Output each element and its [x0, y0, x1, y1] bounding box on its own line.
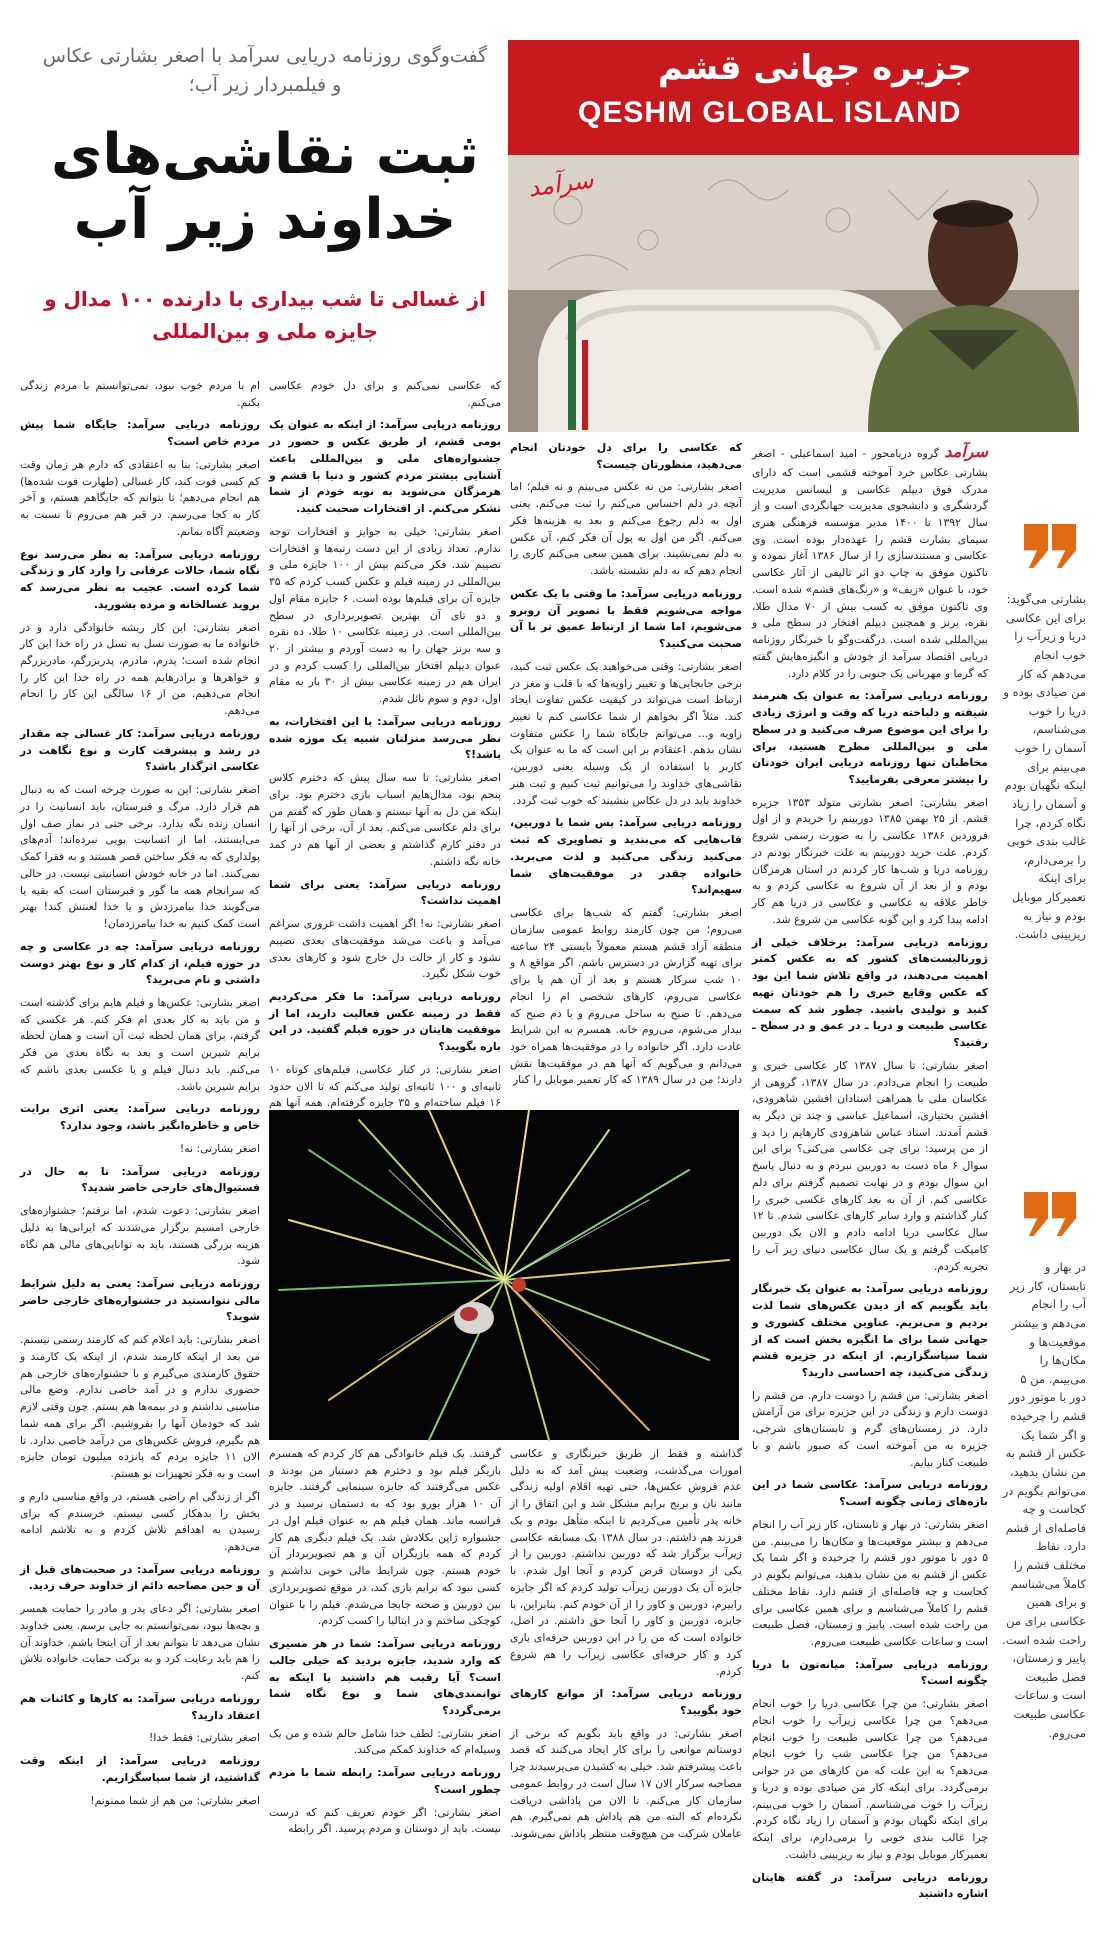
article-headline: ثبت نقاشی‌های خداوند زیر آب [51, 121, 479, 252]
question: روزنامه دریایی سرآمد: تا به حال در فستیوال‌های خارجی حاضر شدید؟ [20, 1164, 260, 1195]
question: روزنامه دریایی سرآمد: به عنوان یک خبرنگار باید بگوییم که از دیدن عکس‌های شما لذت بردیم و می‌بریم. عناوین مختلف کشوری و جهانی شما برای ما انگیزه بخش است که از شما سپاسگزاریم. از اینکه در جزیره قشم زندگی می‌کنید، چه احساسی دارید؟ [752, 1282, 988, 1379]
quote-mark-icon [1018, 1188, 1084, 1244]
answer: اصغر بشارتی: این به صورت چرخه است که به دنبال هم قرار دارد. مرگ و قبرستان، باید انسانیت را در انسان زنده نگه بدارد. برخی حتی در نماز صف اول می‌ایستند، اما از انسانیت بویی نبرده‌اند؛ آدم‌های پولداری که به فکر ساختن قصر هستند و به فقرا کمک نمی‌کنند. اما در خانه خودش انسانیتی نیست. در حالی که سرانجام همه ما گور و قبرستان است که بقیه یا می‌گویند خدا بیامرزدش و یا خدا لعنتش کند! بهتر است کمک کنیم به خدا بیامرزدمان! [20, 783, 260, 931]
answer: اصغر بشارتی: من نه عکس می‌بینم و نه فیلم؛ اما آنچه در دلم احساس می‌کنم را ثبت می‌کنم. یعنی اول به دلم رجوع می‌کنم و بعد به هزینه‌ها فکر می‌کنم. اگر من اول به پول آن فکر کنم، آن عکس به دلم نمی‌نشیند. برای همین سعی می‌کنم کاری را انجام دهم که به دلم نشسته باشد. [510, 480, 742, 578]
question: روزنامه دریایی سرآمد: با این افتخارات، به نظر می‌رسد منزلتان شبیه یک موزه شده باشد!؟ [269, 714, 501, 762]
answer: اصغر بشارتی: اگر خودم تعریف کنم که درست نیست. باید از دوستان و مردم پرسید. اگر رابطه [269, 1805, 501, 1836]
question: که عکاسی را برای دل خودتان انجام می‌دهید، منظورتان چیست؟ [510, 441, 742, 471]
underwater-photo [269, 1110, 739, 1440]
question: روزنامه دریایی سرآمد: چه در عکاسی و چه در حوزه فیلم، از کدام کار و نوع بهتر دوست داشتی و نام می‌برید؟ [20, 939, 260, 987]
question: روزنامه دریایی سرآمد: به نظر می‌رسد نوع نگاه شما، حالات عرفانی را وارد کار و زندگی شما کرده است. عجیب به نظر می‌رسد که بروید غسالخانه و مرده بشورید. [20, 547, 260, 611]
answer: اصغر بشارتی: لطف خدا شامل حالم شده و من یک وسیله‌ام که خداوند کمکم می‌کند. [269, 1726, 501, 1757]
question: روزنامه دریایی سرآمد: یعنی به دلیل شرایط مالی نتوانستید در جشنواره‌های خارجی حاضر شوید؟ [20, 1276, 260, 1324]
hero-logo: سرآمد [526, 165, 596, 203]
text-column-3 [269, 378, 502, 1110]
answer: اصغر بشارتی: باید اعلام کنم که کارمند رسمی نیستم. من بعد از اینکه کارمند شدم، از اینکه یک کارمند و حقوق کارمندی می‌گیرم و با جشنواره‌های خارجی هم حضوری ندارم و در آمد خاصی ندارم. وضع مالی مناسبی نداشتم و در بیمه‌ها هم بستم. چون وقتی لازم شد که خودمان آنها را بفروشیم. اگر برای همه شما هم بگیرم، فروش عکس‌های من درآمد خاصی ندارد. تا الان ۱۱ جایزه بردم که پانزده میلیون تومان جایزه است و به فکر تجهیزات نو هستم. [20, 1333, 260, 1481]
quote-mark-icon [1018, 520, 1084, 576]
text-column-3b [269, 1446, 501, 1936]
answer: اصغر بشارتی: تا سال ۱۳۸۷ کار عکاسی خبری و طبیعت را انجام می‌دادم. در سال ۱۳۸۷، گروهی از عکاسان ملی با همراهی استادان افشین شاهرودی، افشین بختیاری، اسماعیل عباسی و چند تن دیگر به قشم آمدند. استاد عباس شاهرودی کارهایم را دید و از من پرسید: برای چی عکاسی می‌کنی؟ برای این سوال ۶ ماه دست به دوربین نبردم و به دنبال پاسخ این سوال بودم و در نهایت تصمیم گرفتم برای دلم عکاسی کنم. از آن به بعد کارهای عکسی خبری را کنار گذاشتم و وارد سایر کارهای عکاسی شدم. تا ۱۲ سال عکاسی دریا ادامه دادم و الان یک دوربین کامپکت گرفتم و یک سال عکاسی دنیای زیر آب را تجربه کردم. [752, 1058, 988, 1273]
text-column-2b [510, 1446, 742, 1936]
answer: اصغر بشارتی: من هم از شما ممنونم! [90, 1793, 260, 1807]
answer: اصغر بشارتی: اگر دعای پدر و مادر را حمایت همسر و بچه‌ها نبود، نمی‌توانستم به جایی برسم. یعنی خداوند نشان می‌دهد تا بتوانم بعد از آن اینجا باشم. خداوند آن را هم باید رعایت کرد و به برکت حمایت خانواده تلاش کنم. [20, 1602, 260, 1683]
answer: گذاشته و فقط از طریق خبرنگاری و عکاسی امورات می‌گذشت، وضعیت پیش آمد که به دلیل عدم فروش عکس‌ها، حتی تهیه اقلام اولیه زندگی مانند نان و برنج برایم مشکل شد و این اتفاق را از خانه پدر تأمین می‌کردیم تا اینکه متأهل بودم و یک فرزند هم داشتم. در سال ۱۳۸۸ یک مسابقه عکاسی زیرآب برگزار شد که دوربین نداشتم. دوربین را از یکی از دوستان قرض کردم و آنجا اول شدم. با جایزه آن یک دوربین زیرآب تولید کردم که اگر جایزه رابیرم، دوربین و کاور را از آن خودم کنم. بنابراین، با جایزه، دوربین و کاور را آنجا حق داشتم. در اصل، خانواده است که من را در این دوربین حرفه‌ای یاری کرد و کار حرفه‌ای عکاسی زیرآب را هم شروع کردم. [510, 1447, 742, 1678]
question: روزنامه دریایی سرآمد: ما فکر می‌کردیم فقط در زمینه عکس فعالیت دارید، اما از موفقیت هایتان در حوزه فیلم گفتید. در این باره بگویید؟ [269, 989, 501, 1054]
article-kicker: گفت‌وگوی روزنامه دریایی سرآمد با اصغر بشارتی عکاس و فیلمبردار زیر آب؛ [42, 45, 488, 97]
answer: اصغر بشارتی: در کنار عکاسی، فیلم‌های کوتاه ۱۰ ثانیه‌ای و ۱۰۰ ثانیه‌ای تولید می‌کنم که تا الان حدود ۱۶ فیلم ساخته‌ام و ۳۵ جایزه گرفته‌ام. همه آنها هم [269, 1062, 502, 1110]
answer: اصغر بشارتی: در واقع باید بگویم که برخی از دوستانم موانعی را برای کار ایجاد می‌کنند که قصد باعث پیشرفتم شد. خیلی به کشیدن می‌پرسیدند چرا مصاحبه سرکار الان ۱۷ سال است در روابط عمومی سازمان کار می‌کنم. تا الان من پاداشی دریافت نکرده‌ام که البته من هم پاداش هم نمی‌گیرم. هم عاملان شرکت من هیچ‌وقت منتظر پاداش نمی‌شوند. [510, 1726, 742, 1841]
answer: اصغر بشارتی: فقط خدا! [149, 1731, 260, 1745]
hero-banner-persian: جزیره جهانی قشم [658, 48, 972, 88]
answer: اصغر بشارتی: نه! [179, 1141, 260, 1155]
question: روزنامه دریایی سرآمد: در گفته هایتان اشاره داشتید [752, 1870, 988, 1901]
text-column-2 [510, 440, 742, 1100]
question: روزنامه دریایی سرآمد: عکاسی شما در این بازه‌های زمانی چگونه است؟ [752, 1478, 988, 1509]
underwater-photo-illustration [269, 1110, 739, 1440]
question: روزنامه دریایی سرآمد: به عنوان یک هنرمند شیفته و دلباخته دریا که وقت و انرژی زیادی را برای این موضوع صرف می‌کنید و در سطح ملی و بین‌المللی مطرح هستید، برای مخاطبان تنها روزنامه دریایی ایران خودتان را بیشتر معرفی بفرمایید؟ [752, 689, 988, 787]
question: روزنامه دریایی سرآمد: برخلاف خیلی از ژورنالیست‌های کشور که به عکس کمتر اهمیت می‌دهند، در واقع تلاش شما این بود که عکس وقایع خبری را هم خودتان تهیه کنید و تولیدی باشید. چطور شد که سمت عکاسی طبیعت و دریا ـ در عمق و در سطح ـ رفتید؟ [752, 935, 988, 1050]
byline-logo: سرآمد [944, 442, 988, 461]
answer: اصغر بشارتی: این کار ریشه خانوادگی دارد و در خانواده ما به صورت نسل به نسل در راه خدا این کار انجام شده است؛ پدرم، مادرم، پدربزرگم، مادربزرگم و خواهرها و برادرهایم همه در راه خدا این کار را انجام می‌دهیم. من از ۱۶ سالگی این کار را انجام می‌دهم. [20, 620, 260, 718]
question: روزنامه دریایی سرآمد: یعنی برای شما اهمیت نداشت؟ [269, 877, 501, 908]
answer: اصغر بشارتی: من قشم را دوست دارم. من قشم را دوست دارم و زندگی در این جزیره برای من آرامش دارد. در زمستان‌های گرم و تابستان‌های شرجی، جزیره به من آموخته است که صبور باشم و با طبیعت کنار بیایم. [752, 1388, 988, 1469]
text-column-1 [752, 440, 988, 1936]
hero-banner-english: QESHM GLOBAL ISLAND [578, 96, 962, 129]
paragraph: که عکاسی نمی‌کنم و برای دل خودم عکاسی می‌کنم. [269, 379, 501, 409]
sidebar-quote-2: در بهار و تابستان، کار زیر آب را انجام می‌دهم و بیشتر موقعیت‌ها و مکان‌ها را می‌بینم. من ۵ دور با موتور دور قشم را چرخیده و اگر شما یک عکس از قشم به من نشان بدهید، می‌توانم بگویم در کجاست و چه فاصله‌ای از قشم دارد. نقاط مختلف قشم را کاملاً می‌شناسم و برای همین عکاسی برای من راحت شده است. پاییز و زمستان، فصل طبیعت است و ساعات عکاسی طبیعت می‌روم. [1002, 1260, 1086, 1740]
answer: اصغر بشارتی: بنا به اعتقادی که دارم هر زمان وقت کم کسی فوت کند، کار غسالی (طهارت فوت شده‌ها) هم انجام می‌دهم؛ تا بتوانم که جایگاهم هستم، و آخر کار به کجا می‌رسم. در قبر هم می‌روم تا نسبت به وضعیتم آگاه بمانم. [20, 457, 260, 538]
sidebar-quote-1: بشارتی می‌گوید: برای این عکاسی دریا و زیرآب را خوب انجام می‌دهم که کار من صیادی بوده و دریا را خوب می‌شناسم، آسمان را خوب می‌بینم برای اینکه نگهبان بودم و آسمان را زیاد نگاه کردم، چرا غالب بندی خوبی را برمی‌دارم، برای اینکه تعمیرکار موبایل بودم و نیاز به ریزبینی داشت. [1003, 592, 1086, 942]
paragraph: ام با مردم خوب نبود، نمی‌توانستم با مردم زندگی بکنم. [20, 379, 260, 409]
question: روزنامه دریایی سرآمد: میانه‌تون با دریا چگونه است؟ [752, 1657, 988, 1688]
article-subhead: از غسالی تا شب بیداری با دارنده ۱۰۰ مدال و جایزه ملی و بین‌المللی [44, 286, 486, 343]
answer: اصغر بشارتی: عکس‌ها و فیلم هایم برای گذشته است و من باید به کار بعدی ام فکر کنم. هر عکسی که گرفتم، برای همان لحظه ثبت آن است و همان لحظه برایم شیرین است و بعد به نگاه بعدی من فکر می‌کنم. باید دنبال فیلم و یا عکسی بعدی باشم که برایم شیرین باشد. [20, 995, 260, 1093]
question: روزنامه دریایی سرآمد: جایگاه شما پیش مردم خاص است؟ [20, 418, 260, 449]
question: روزنامه دریایی سرآمد: رابطه شما با مردم چطور است؟ [269, 1766, 501, 1796]
answer: اصغر بشارتی: در بهار و تابستان، کار زیر آب را انجام می‌دهم و بیشتر موقعیت‌ها و مکان‌ها را می‌بینم. من ۵ دور با موتور دور قشم را چرخیده و اگر شما یک عکس از قشم به من نشان بدهید، می‌توانم بگویم در کجاست و چه فاصله‌ای از قشم دارد. نقاط مختلف قشم را کاملاً می‌شناسم و برای همین عکاسی برای من راحت شده است. پاییز و زمستان، فصل طبیعت است و ساعات عکاسی طبیعت می‌روم. [752, 1517, 988, 1648]
text-column-4 [20, 378, 260, 1936]
question: روزنامه دریایی سرآمد: کار غسالی چه مقدار در رشد و پیشرفت کارت و نوع نگاهت در عکاسی اثرگذار باشد؟ [20, 726, 260, 774]
hero-photo [508, 40, 1079, 432]
intro-paragraph: سرآمد گروه دریامحور - امید اسماعیلی - اصغر بشارتی عکاس خرد آموخته قشمی است که دارای مدرک فوق دیپلم عکاسی و لیسانس مدیریت گردشگری و دانشجوی مدیریت جهانگردی است و از سال ۱۳۹۲ تا ۱۴۰۰ مدیر موسسه فرهنگی هنری سیمای بشارت قشم را عهده‌دار بوده است. وی عکاسی و مستندسازی را از سال ۱۳۸۶ آغاز نموده و تاکنون موفق به چاپ دو اثر تالیفی از آثار عکاسی خود، با عنوان «زیف» و «رنگ‌های قشم» شده است. وی تاکنون موفق به کسب بیش از ۷۰ مدال طلا، نقره، برنز و همچنین دیپلم افتخار در سطح ملی و بین‌المللی شده است. درگفت‌وگو با خبرنگار روزنامه دریایی اقتصاد سرآمد از خودش و انگیزه‌هایش گفته که گرما و مهربانی یک جنوبی را در کلام دارد. [752, 442, 988, 680]
answer: اصغر بشارتی: وقتی می‌خواهید یک عکس ثبت کنید، برخی جابجایی‌ها و تغییر زاویه‌ها که با قلب و مغز در ارتباط است می‌تواند در کیفیت عکس تفاوت ایجاد کند. مثلاً اگر بخواهم از شما عکاسی کنم با تغییر زاویه و... می‌توانم جایگاه شما را عکس متفاوت نشان بدهم. اعتقادم بر این است که ما به عنوان یک کاربر با استفاده از یک وسیله یعنی دوربین، نقاشی‌های خداوند را می‌توانیم ثبت کنیم و ثبت هنر خداوند باید در دل عکاس بنشیند که خوب ثبت گردد. [510, 659, 742, 807]
answer: اصغر بشارتی: تا سه سال پیش که دخترم کلاس پنجم بود، مدال‌هایم اسباب بازی دخترم بود. برای اینکه من دل به آنها نبستم و همان طور که گفتم من برای دلم عکاسی می‌کنم. بعد از آن، برخی از آنها را در دفتر کارم گذاشتم و بعضی از آنها هم در کمد خانه نگه داشتم. [269, 771, 501, 868]
answer: گرفتند. یک فیلم خانوادگی هم کار کردم که همسرم بازیگر فیلم بود و دخترم هم دستیار من بودند و عکس می‌گرفتند که جایزه سینمایی گرفتند. جایزه آن ۱۰ هزار یورو بود که به دستمان نرسید و در فرانسه ماند. همان فیلم هم به عنوان فیلم اول در جشنواره ژاپن بکلادش شد. یک فیلم دیگری هم کار کردم که همه بازیگران آن و هم تصویربردار آن خودم هستم. چون شرایط مالی خوبی نداشتم و کسی نبود که برایم بازی کند، در موقع تصویربرداری بین دوربین و صحنه جابجا می‌شدم. فیلم را با عنوان کوچکی ساختم و در ایتالیا را کسب کردم. [269, 1447, 501, 1628]
question: روزنامه دریایی سرآمد: در صحبت‌های قبل از آن و حین مصاحبه دائم از خداوند حرف زدید. [20, 1562, 260, 1593]
answer: اصغر بشارتی: دعوت شدم، اما نرفتم؛ جشنواره‌های خارجی امسیم برگزار می‌شدند که ایرانی‌ها به دلیل هزینه بزرگی هستند، باید به توانایی‌های مالی هم نگاه شود. [20, 1204, 260, 1268]
answer: اصغر بشارتی: اصغر بشارتی متولد ۱۳۵۳ جزیره قشم. از ۲۵ بهمن ۱۳۸۵ دوربینم را خریدم و از اول فروردین ۱۳۸۶ عکاسی را به صورت رسمی شروع کردم. علت خرید دوربینم به علت خبرنگار بودنم در روزنامه دریا و شب‌ها کار کردنم در استان هرمزگان بودم و از بعد از آن شروع به عکاسی کردم و به خاطر علاقه به عکاسی و عکاسی در دریا هم کار ادامه پیدا کرد و این گونه عکاسی من شروع شد. [752, 795, 989, 926]
question: روزنامه دریایی سرآمد: از اینکه به عنوان یک بومی قشم، از طریق عکس و حضور در جشنواره‌های ملی و بین‌المللی باعث آشنایی بیشتر مردم کشور و دنیا با قشم و هرمزگان می‌شوید به نوبه خودم از شما تشکر می‌کنم. از افتخارات صحبت کنید. [269, 418, 501, 516]
question: روزنامه دریایی سرآمد: از اینکه وقت گذاشتید، از شما سپاسگزاریم. [20, 1754, 260, 1784]
answer: اگر از زندگی ام راضی هستم، در واقع مناسبی دارم و بخش را بدهکار کسی نیستم. خرسندم که برای رسیدن به اهدافم تلاش کردم و به تلاشم ادامه می‌دهم. [20, 1489, 260, 1553]
article-header [40, 40, 490, 370]
question: روزنامه دریایی سرآمد: به کارها و کائنات هم اعتقاد دارید؟ [20, 1691, 260, 1722]
question: روزنامه دریایی سرآمد: شما در هر مسیری که وارد شدید، جایزه بردید که خیلی جالب است؟ آیا رقیب هم داشتید یا اینکه به توانمندی‌های شما و نوع نگاه شما برمی‌گردد؟ [269, 1637, 501, 1718]
question: روزنامه دریایی سرآمد: ما وقتی با یک عکس مواجه می‌شویم فقط با تصویر آن روبرو می‌شویم، اما شما از ارتباط عمیق تر با آن صحبت می‌کنید؟ [510, 586, 742, 651]
answer: اصغر بشارتی: نه! اگر اهمیت داشت غروری سراغم می‌آمد و باعث می‌شد موفقیت‌های بعدی نصیبم نشود و کار از حالت دل خارج شود و کارهای بعدی خوب شکل نگیرد. [269, 917, 501, 981]
question: روزنامه دریایی سرآمد: پس شما با دوربین، قاب‌هایی که می‌بندید و تصاویری که ثبت می‌کنید زندگی می‌کنید و لذت می‌برید. خانواده چقدر در موفقیت‌های شما سهیم‌اند؟ [510, 816, 742, 897]
question: روزنامه دریایی سرآمد: از موانع کارهای خود بگویید؟ [510, 1687, 742, 1718]
answer: اصغر بشارتی: گفتم که شب‌ها برای عکاسی می‌روم؛ من چون کارمند روابط عمومی سازمان منطقه آزاد قشم هستم معمولاً بایستی ۲۴ ساعته برای تهیه گزارش در دسترس باشم. اگر مواقع ۸ و ۱۰ شب سرکار هستم و بعد از آن هم یا برای عکاسی می‌روم، کارهای شخصی ام را انجام می‌دهم. تا صبح به ساحل می‌روم و یا دم صبح که بیدار می‌شوم، می‌روم خانه. همسرم به این شرایط عادت دارد. اگر خانواده را در موفقیت‌ها همراه خود می‌دانم و می‌گویم که آنها هم در موفقیت‌ها نقش دارند؛ من در سال ۱۳۸۹ که کار تعمیر موبایل را کنار [510, 906, 743, 1087]
answer: اصغر بشارتی: خیلی به جوایز و افتخارات توجه ندارم. تعداد زیادی از این دست رتبه‌ها و افتخارات نصیبم شد. فکر می‌کنم بیش از ۱۰۰ جایزه ملی و بین‌المللی در زمینه فیلم و عکس کسب کردم که ۳۵ جایزه آن برای فیلم‌ها بوده است. ۶ جایزه مقام اول و دو تای آن بهترین تصویربرداری در سطح بین‌المللی است. در زمینه عکاسی ۱۰ طلا، ده نقره و سه برنز جهان را به دست آوردم و بیشتر از ۲۰ عنوان دیپلم افتخار بین‌المللی را کسب کردم و در ایران هم در زمینه عکاسی بیش از ۳۰ بار به مقام اول، دوم و سوم نائل شدم. [269, 524, 502, 706]
answer: اصغر بشارتی: من چرا عکاسی دریا را خوب انجام می‌دهم؟ من چرا عکاسی زیرآب را خوب انجام می‌دهم؟ من چرا عکاسی طبیعت را خوب انجام می‌دهم؟ من چرا عکاسی شب را خوب انجام می‌دهم؟ به این علت که من کارهای من در جوانی برمی‌گردد. برای اینکه کار من صیادی بوده و دریا و زیرآب را خوب می‌شناسم. آسمان را خوب می‌بینم، برای اینکه نگهبان بودم و آسمان را زیاد نگاه کردم. چرا غالب بندی خوبی را برمی‌دارم، برای اینکه تعمیرکار موبایل بودم و نیاز به ریزبینی داشت. [752, 1697, 988, 1861]
question: روزنامه دریایی سرآمد: یعنی اثری برایت خاص و خاطره‌انگیز باشد، وجود ندارد؟ [20, 1102, 260, 1133]
